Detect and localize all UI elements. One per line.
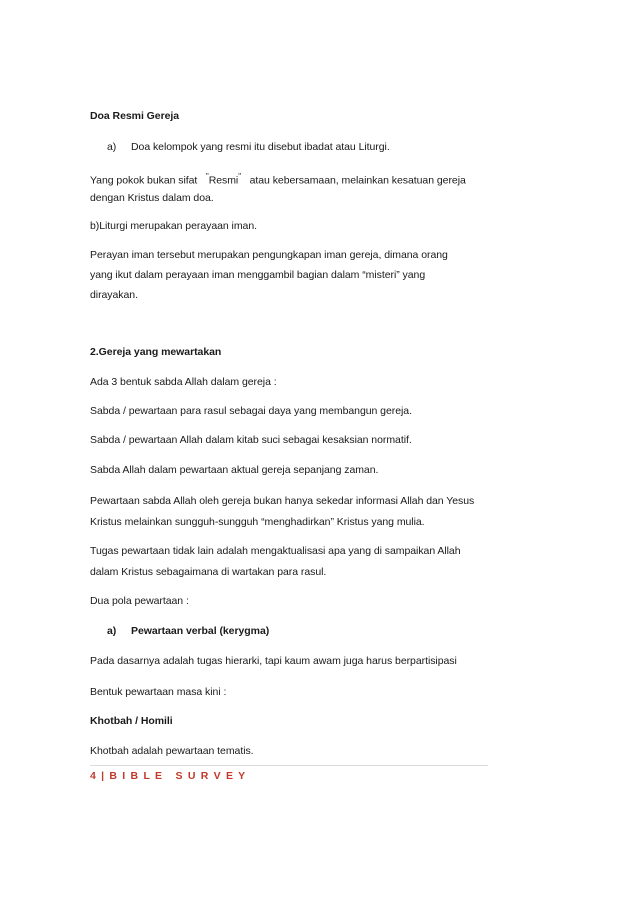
paragraph-line: dengan Kristus dalam doa. bbox=[90, 192, 214, 204]
footer-divider bbox=[90, 765, 488, 766]
paragraph-line: yang ikut dalam perayaan iman menggambil bagian dalam “misteri” yang bbox=[90, 269, 426, 281]
paragraph: Pada dasarnya adalah tugas hierarki, tapi kaum awam juga harus berpartisipasi bbox=[90, 655, 457, 667]
list-item-b bbox=[107, 625, 116, 637]
paragraph: Sabda / pewartaan Allah dalam kitab suci sebagai kesaksian normatif. bbox=[90, 434, 412, 446]
paragraph-line: Perayan iman tersebut merupakan pengungkapan iman gereja, dimana orang bbox=[90, 249, 448, 261]
page-footer: 4 | B I B L E S U R V E Y bbox=[90, 770, 247, 782]
paragraph: Ada 3 bentuk sabda Allah dalam gereja : bbox=[90, 376, 277, 388]
paragraph: b)Liturgi merupakan perayaan iman. bbox=[90, 220, 257, 232]
paragraph-line: Tugas pewartaan tidak lain adalah mengaktualisasi apa yang di sampaikan Allah bbox=[90, 545, 461, 557]
list-item-a bbox=[107, 141, 116, 153]
list-marker: a) bbox=[107, 141, 117, 153]
list-item-a-text: Doa kelompok yang resmi itu disebut ibadat atau Liturgi. bbox=[131, 141, 390, 153]
paragraph: Khotbah adalah pewartaan tematis. bbox=[90, 745, 254, 757]
paragraph: Dua pola pewartaan : bbox=[90, 595, 189, 607]
heading-doa-resmi-gereja: Doa Resmi Gereja bbox=[90, 110, 180, 122]
heading-khotbah-homili: Khotbah / Homili bbox=[90, 715, 173, 727]
paragraph-line: Yang pokok bukan sifat "Resmi" atau kebersamaan, melainkan kesatuan gereja bbox=[90, 172, 466, 187]
paragraph-line: dirayakan. bbox=[90, 289, 138, 301]
quoted-word: Resmi bbox=[208, 174, 239, 187]
paragraph-line: Pewartaan sabda Allah oleh gereja bukan hanya sekedar informasi Allah dan Yesus bbox=[90, 495, 475, 507]
paragraph: Sabda Allah dalam pewartaan aktual gereja sepanjang zaman. bbox=[90, 464, 379, 476]
paragraph-text: Yang pokok bukan sifat bbox=[90, 174, 198, 187]
paragraph-text: atau kebersamaan, melainkan kesatuan gereja bbox=[249, 174, 466, 187]
paragraph-line: dalam Kristus sebagaimana di wartakan para rasul. bbox=[90, 566, 327, 578]
list-marker: a) bbox=[107, 625, 117, 637]
list-item-b-text: Pewartaan verbal (kerygma) bbox=[131, 625, 270, 637]
paragraph: Bentuk pewartaan masa kini : bbox=[90, 686, 227, 698]
paragraph: Sabda / pewartaan para rasul sebagai daya yang membangun gereja. bbox=[90, 405, 412, 417]
paragraph-line: Kristus melainkan sungguh-sungguh “menghadirkan” Kristus yang mulia. bbox=[90, 516, 425, 528]
heading-gereja-mewartakan: 2.Gereja yang mewartakan bbox=[90, 346, 222, 358]
